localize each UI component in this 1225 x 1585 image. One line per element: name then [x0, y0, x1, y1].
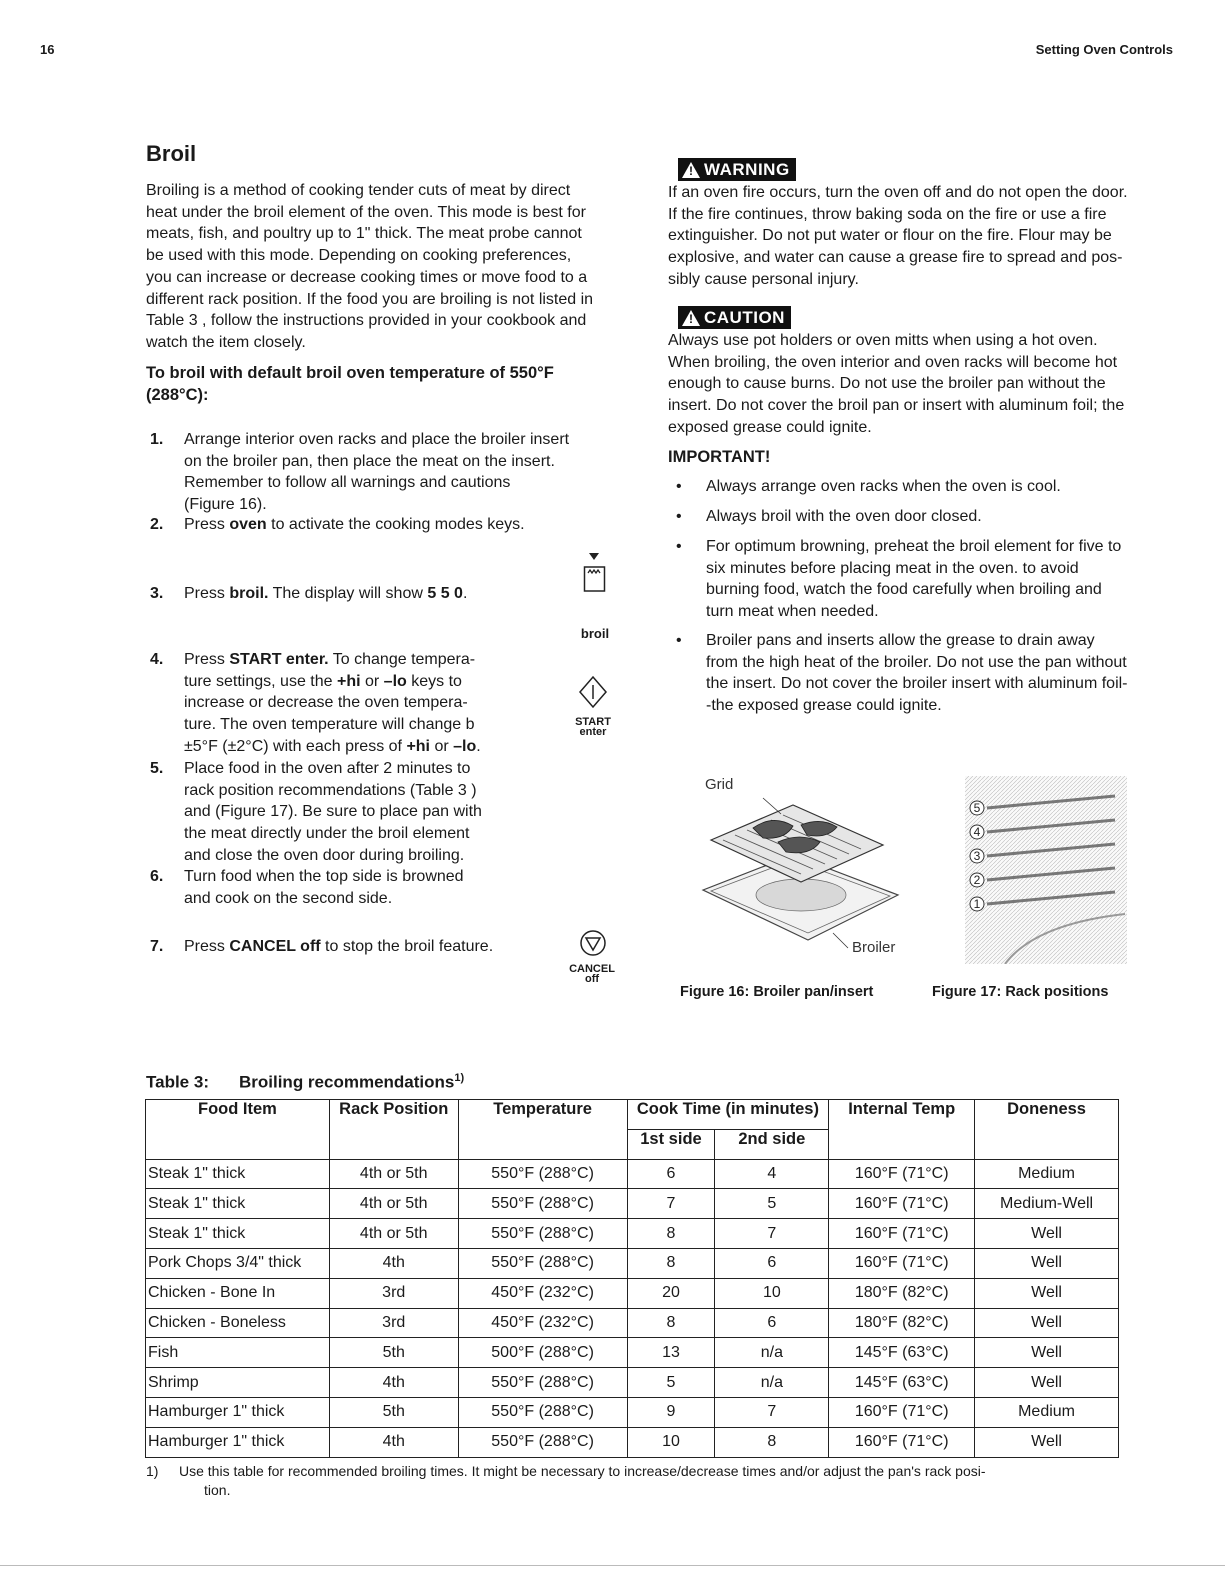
table-cell: 4th or 5th: [329, 1159, 458, 1189]
table-cell: Chicken - Boneless: [146, 1308, 330, 1338]
step-number: 6.: [150, 868, 164, 885]
section-title: Setting Oven Controls: [1035, 42, 1173, 57]
text-line: watch the item closely.: [146, 333, 306, 351]
header-temperature: Temperature: [458, 1100, 627, 1160]
table-cell: 5th: [329, 1338, 458, 1368]
table-row: [146, 1189, 1119, 1219]
text-line: you can increase or decrease cooking times or move food to a: [146, 268, 588, 286]
table-cell: 5: [715, 1189, 829, 1219]
start-key-label: START enter: [575, 716, 611, 738]
table-cell: 160°F (71°C): [829, 1189, 975, 1219]
step-number: 4.: [150, 651, 164, 668]
table-row: [146, 1397, 1119, 1427]
text-line: heat under the broil element of the oven. This mode is best for: [146, 203, 586, 221]
caution-label: ! CAUTION: [678, 306, 791, 331]
table-cell: 6: [627, 1159, 715, 1189]
table-cell: Well: [975, 1368, 1119, 1398]
text-line: If the fire continues, throw baking soda on the fire or use a fire: [668, 205, 1107, 223]
table-row: [146, 1338, 1119, 1368]
table-cell: 450°F (232°C): [458, 1308, 627, 1338]
header-doneness: Doneness: [975, 1100, 1119, 1160]
header-cook-time: Cook Time (in minutes): [627, 1100, 829, 1130]
table-cell: Pork Chops 3/4" thick: [146, 1248, 330, 1278]
table-cell: 4: [715, 1159, 829, 1189]
table-cell: Medium: [975, 1159, 1119, 1189]
table-cell: 145°F (63°C): [829, 1368, 975, 1398]
table-cell: 10: [715, 1278, 829, 1308]
rack-number: 4: [973, 825, 981, 839]
text-line: explosive, and water can cause a grease fire to spread and pos-: [668, 249, 1123, 267]
table-cell: 8: [627, 1219, 715, 1249]
figure-17-rack-positions: [965, 776, 1127, 964]
step-number: 5.: [150, 760, 164, 777]
table-cell: 160°F (71°C): [829, 1427, 975, 1457]
rack-number: 1: [973, 897, 981, 911]
table-cell: 20: [627, 1278, 715, 1308]
table-row: [146, 1248, 1119, 1278]
table-cell: 4th or 5th: [329, 1219, 458, 1249]
table-cell: 550°F (288°C): [458, 1159, 627, 1189]
table-cell: Shrimp: [146, 1368, 330, 1398]
table-cell: n/a: [715, 1368, 829, 1398]
table-cell: Hamburger 1" thick: [146, 1397, 330, 1427]
table-cell: Steak 1" thick: [146, 1189, 330, 1219]
text-line: (288°C):: [146, 386, 209, 404]
table-cell: Chicken - Bone In: [146, 1278, 330, 1308]
table-cell: 10: [627, 1427, 715, 1457]
table-cell: 8: [627, 1248, 715, 1278]
step-number: 1.: [150, 431, 164, 448]
table-row: [146, 1278, 1119, 1308]
table-cell: Steak 1" thick: [146, 1159, 330, 1189]
bullet-text: Broiler pans and inserts allow the grease to drain away from the high heat of the broiler. Do not use the pan without the insert. Do not cover the broiler insert with aluminum foil- -the exposed grease could ignite.: [706, 632, 1128, 715]
page-number: 16: [40, 42, 55, 57]
text-line: Broiling is a method of cooking tender cuts of meat by direct: [146, 182, 571, 199]
table-cell: n/a: [715, 1338, 829, 1368]
table-cell: 550°F (288°C): [458, 1397, 627, 1427]
text-line: different rack position. If the food you are broiling is not listed in: [146, 290, 594, 308]
page-bottom-rule: [0, 1565, 1225, 1566]
text-line: If an oven fire occurs, turn the oven off and do not open the door.: [668, 184, 1128, 201]
step-number: 2.: [150, 516, 164, 533]
step-text: Arrange interior oven racks and place the broiler insert on the broiler pan, then place the meat on the insert. Remember to follow all warnings and cautions (Figure 16).: [184, 431, 570, 514]
rack-number: 5: [973, 801, 981, 815]
table-row: [146, 1159, 1119, 1189]
header-food-item: Food Item: [146, 1100, 330, 1160]
table-row: [146, 1219, 1119, 1249]
table-row: [146, 1427, 1119, 1457]
text-line: be used with this mode. Depending on cooking preferences,: [146, 247, 572, 265]
table-cell: 4th: [329, 1248, 458, 1278]
rack-positions-illustration: [965, 776, 1127, 964]
table-cell: 180°F (82°C): [829, 1278, 975, 1308]
table-cell: 5: [627, 1368, 715, 1398]
table-cell: 550°F (288°C): [458, 1219, 627, 1249]
table-cell: Medium: [975, 1397, 1119, 1427]
table-cell: 9: [627, 1397, 715, 1427]
step-text: Turn food when the top side is browned and cook on the second side.: [184, 868, 464, 907]
bullet-text: Always arrange oven racks when the oven is cool.: [706, 478, 1061, 495]
broiling-table: [145, 1099, 1119, 1458]
warning-label: ! WARNING: [678, 158, 796, 183]
table-cell: 7: [715, 1397, 829, 1427]
step-text: Place food in the oven after 2 minutes to rack position recommendations (Table 3 ) and (Figure 17). Be sure to place pan with the meat directly under the broil element and close the oven door during broiling.: [184, 760, 482, 864]
table-cell: Well: [975, 1338, 1119, 1368]
cancel-key-label: CANCEL off: [569, 963, 615, 985]
figure-16-caption: Figure 16: Broiler pan/insert: [680, 984, 874, 1000]
grid-label: Grid: [705, 776, 734, 793]
text-line: meats, fish, and poultry up to 1" thick. The meat probe cannot: [146, 225, 582, 243]
table-cell: 160°F (71°C): [829, 1219, 975, 1249]
broil-title: Broil: [146, 141, 197, 166]
step-number: 7.: [150, 938, 164, 955]
table-cell: 4th: [329, 1427, 458, 1457]
text-line: extinguisher. Do not put water or flour on the fire. Flour may be: [668, 227, 1112, 245]
table-cell: 4th or 5th: [329, 1189, 458, 1219]
header-rack-position: Rack Position: [329, 1100, 458, 1160]
header-1st-side: 1st side: [627, 1129, 715, 1159]
rack-number: 2: [973, 873, 981, 887]
table-cell: 6: [715, 1248, 829, 1278]
text-line: Table 3 , follow the instructions provided in your cookbook and: [146, 312, 587, 330]
table-cell: Well: [975, 1219, 1119, 1249]
start-key: [578, 675, 608, 714]
table-cell: 160°F (71°C): [829, 1248, 975, 1278]
bullet-dot: •: [676, 538, 682, 555]
text-line: When broiling, the oven interior and oven racks will become hot: [668, 353, 1118, 371]
table-cell: Well: [975, 1427, 1119, 1457]
table-cell: 550°F (288°C): [458, 1189, 627, 1219]
table-cell: Well: [975, 1278, 1119, 1308]
broil-key-icon: [583, 553, 607, 593]
header-internal-temp: Internal Temp: [829, 1100, 975, 1160]
table-cell: Hamburger 1" thick: [146, 1427, 330, 1457]
table-cell: 4th: [329, 1368, 458, 1398]
table-cell: 7: [627, 1189, 715, 1219]
table-cell: 450°F (232°C): [458, 1278, 627, 1308]
text-line: exposed grease could ignite.: [668, 418, 872, 436]
table-cell: 5th: [329, 1397, 458, 1427]
important-label: IMPORTANT!: [668, 448, 771, 466]
table-cell: 145°F (63°C): [829, 1338, 975, 1368]
table-cell: 160°F (71°C): [829, 1159, 975, 1189]
text-line: enough to cause burns. Do not use the broiler pan without the: [668, 375, 1106, 393]
broil-key: [583, 553, 607, 598]
bullet-dot: •: [676, 478, 682, 495]
broil-key-label: broil: [580, 626, 610, 641]
step-text: Press START enter. To change tempera- ture settings, use the +hi or –lo keys to increase or decrease the oven tempera- ture. The oven temperature will change b ±5°F (±2°C) with each press of +hi or –lo.: [184, 651, 481, 755]
bullet-text: For optimum browning, preheat the broil element for five to six minutes before placing meat in the oven. to avoid burning food, watch the food carefully when broiling and turn meat when needed.: [706, 538, 1122, 621]
start-enter-icon: [578, 675, 608, 709]
table-cell: Fish: [146, 1338, 330, 1368]
table-cell: Medium-Well: [975, 1189, 1119, 1219]
broiler-label: Broiler: [852, 939, 896, 956]
table-cell: Well: [975, 1308, 1119, 1338]
cancel-off-icon: [578, 928, 608, 960]
table-cell: 8: [627, 1308, 715, 1338]
text-line: Always use pot holders or oven mitts when using a hot oven.: [668, 332, 1098, 349]
text-line: To broil with default broil oven temperature of 550°F: [146, 364, 554, 382]
table-cell: 500°F (288°C): [458, 1338, 627, 1368]
table-cell: Steak 1" thick: [146, 1219, 330, 1249]
step-text: Press CANCEL off to stop the broil feature.: [184, 938, 494, 955]
table-cell: 7: [715, 1219, 829, 1249]
text-line: sibly cause personal injury.: [668, 270, 859, 288]
table-row: [146, 1308, 1119, 1338]
bullet-text: Always broil with the oven door closed.: [706, 508, 982, 525]
step-text: Press broil. The display will show 5 5 0.: [184, 585, 468, 602]
table-cell: 180°F (82°C): [829, 1308, 975, 1338]
table-cell: 3rd: [329, 1278, 458, 1308]
table-cell: 160°F (71°C): [829, 1397, 975, 1427]
bullet-dot: •: [676, 508, 682, 525]
table-cell: 6: [715, 1308, 829, 1338]
step-number: 3.: [150, 585, 164, 602]
figure-17-caption: Figure 17: Rack positions: [932, 984, 1109, 1000]
step-text: Press oven to activate the cooking modes keys.: [184, 516, 525, 533]
table-cell: 550°F (288°C): [458, 1368, 627, 1398]
table-cell: 3rd: [329, 1308, 458, 1338]
table-cell: 8: [715, 1427, 829, 1457]
cancel-key: [578, 928, 608, 965]
table-cell: 550°F (288°C): [458, 1248, 627, 1278]
table-row: [146, 1368, 1119, 1398]
table-cell: 13: [627, 1338, 715, 1368]
table-cell: Well: [975, 1248, 1119, 1278]
bullet-dot: •: [676, 632, 682, 649]
table-cell: 550°F (288°C): [458, 1427, 627, 1457]
header-2nd-side: 2nd side: [715, 1129, 829, 1159]
table-caption: Table 3: Broiling recommendations$^{1)}$: [146, 1072, 465, 1092]
text-line: insert. Do not cover the broil pan or insert with aluminum foil; the: [668, 397, 1125, 415]
broil-steps: [146, 0, 570, 1000]
rack-number: 3: [973, 849, 981, 863]
